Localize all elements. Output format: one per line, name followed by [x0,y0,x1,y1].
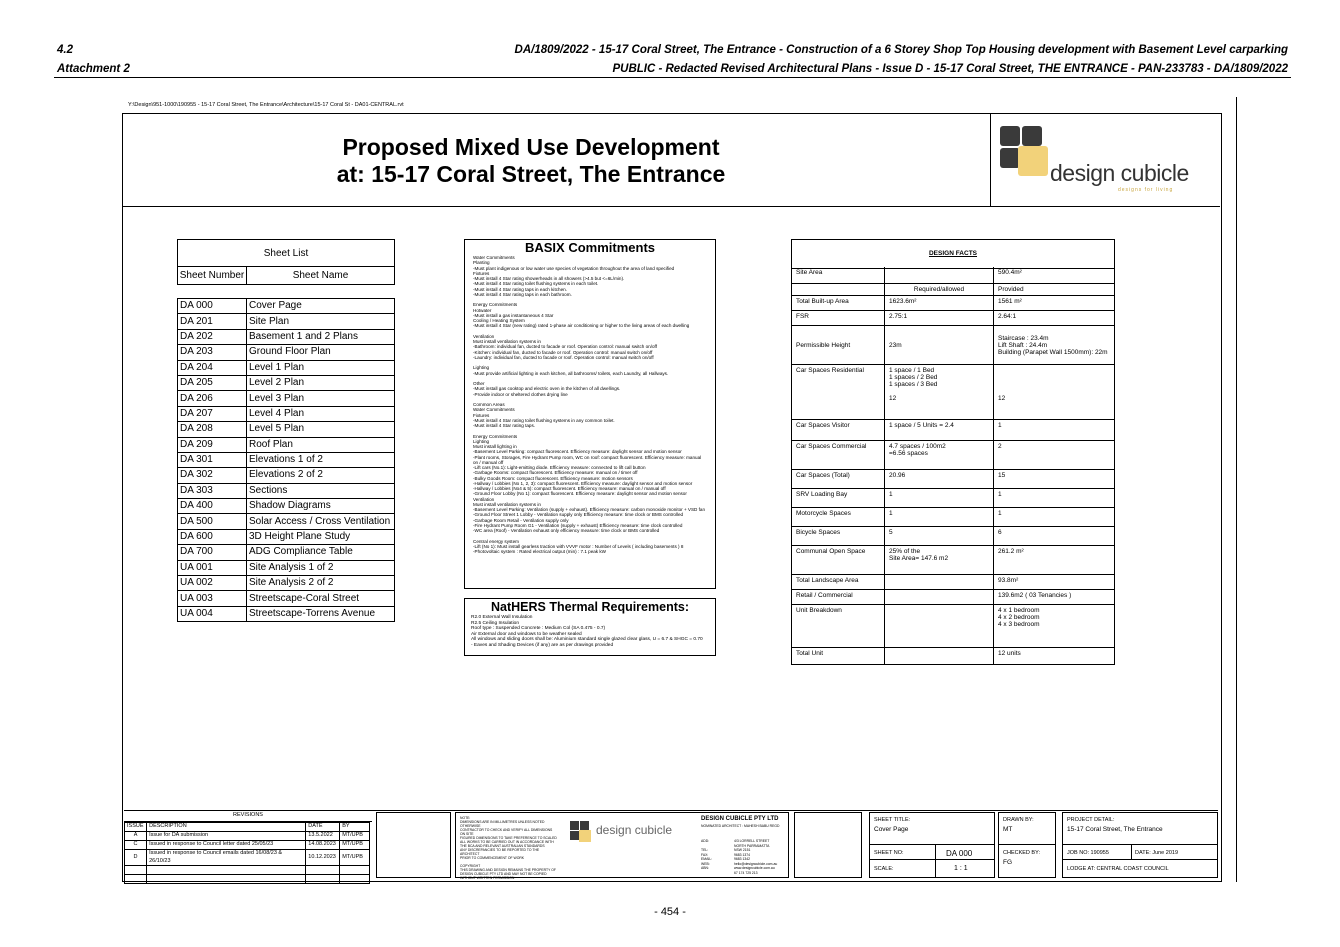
design-facts-row [792,605,1115,648]
drawn-checked-block [998,812,1056,878]
design-facts-row [792,326,1115,365]
small-logo-accent [579,830,591,842]
lodge-at: LODGE AT: CENTRAL COAST COUNCIL [1067,866,1169,872]
design-facts-prov-cell: Staircase : 23.4m Lift Shaft : 24.4m Building (Parapet Wall 1500mm): 22m [994,326,1115,365]
revision-row [125,841,370,850]
design-facts-label-cell: Communal Open Space [792,546,885,575]
logo-divider [990,113,991,206]
revision-cell [125,866,147,875]
design-facts-label-cell: Car Spaces Residential [792,365,885,420]
design-facts-req-cell: 1 space / 1 Bed 1 spaces / 2 Bed 1 spaces / 3 Bed 12 [885,365,994,420]
revision-cell [125,875,147,884]
design-facts-subheader [792,284,1115,296]
sheet-list-row [178,529,395,544]
design-facts-prov-cell: 2.64:1 [994,311,1115,326]
sheet-name-cell: Level 4 Plan [247,406,395,421]
basix-body: Water Commitments Planting -Must plant indigenous or low water use species of vegetation throughout the area of land specified Fixtures -Must install 4 Star rating showerheads in all showers (>4.5 but <=6L/min). -Must install 4 Star rating toilet flushing systems in each toilet. -Must install 4 Star rating taps in each kitchen. -Must install 4 Star rating taps in each bathroom. Energy Commitments Hotwater -Must install a gas instantaneous 4 Star Cooling / Heating System -Must install 4 Star (new rating) rated 1-phase air conditioning or higher to the living areas of each dwelling Ventilation Must install ventilation systems in -Bathroom: individual fan, ducted to facade or roof. Operation control: manual switch on/off -Kitchen: individual fan, ducted to facade or roof. Operation control: manual switch on/off -Laundry: individual fan, ducted to facade or roof. Operation control: manual switch on/off Lighting -Must provide artificial lighting in each kitchen, all bathrooms/ toilets, each Laundry, all Hallways. Other -Must install gas cooktop and electric oven in the kitchen of all dwellings. -Provide indoor or sheltered clothes drying line Common Areas Water Commitments Fixtures -Must install 4 Star rating toilet flushing systems in any common toilet. -Must install 4 Star rating taps. Energy Commitments Lighting Must install lighting in -Basement Level Parking: compact fluorescent. Efficiency measure: daylight sensor and motion sensor -Plant rooms, Storages, Fire Hydrant Pump room, WC on roof: compact fluorescent. Efficiency measure: manual on / manual off -Lift cars (No.1): Light-emitting diode. Efficiency measure: connected to lift call button -Garbage Rooms: compact fluorescent. Efficiency measure: manual on / timer off -Bulky Goods Room: compact fluorescent. Efficiency measure: motion sensors -Hallway / Lobbies (No 1, 2, 3): compact fluorescent. Efficiency measure: daylight sensor and motion sensor -Hallway / Lobbies (No4 & 5): compact fluorescent. Efficiency measure: manual on / manual off -Ground Floor Lobby (No 1): compact fluorescent. Efficiency measure: daylight sensor and motion sensor Ventilation Must install ventilation systems in -Basement Level Parking: Ventilation (supply + exhaust). Efficiency measure: carbon monoxide monitor + VSD fan -Ground Floor Street 1 Lobby - Ventilation supply only Efficiency measure: time clock or BMS controlled -Garbage Room Retail - Ventilation supply only -Fire Hydrant Pump Room G1 - Ventilation (supply + exhaust) Efficiency measure: time clock controlled -WC area (Roof) - Ventilation exhaust only efficiency measure: time clock or BMS controlled Central energy system -Lift (No 1): Must install gearless traction with VVVF motor : Number of Levels ( including basements ) 8 -Photovoltaic system : Rated electrical output (min) : 7.1 peak kW [473,255,706,554]
revision-cell: 10.12.2023 [306,850,340,866]
logo-square-1 [1000,126,1020,146]
design-facts-label-cell: Total Built-up Area [792,296,885,311]
title-line1: Proposed Mixed Use Development [342,134,720,160]
sheet-list-row [178,514,395,529]
design-facts-row [792,267,1115,284]
sheet-list-row [178,545,395,560]
design-facts-subhead-cell: Required/allowed [885,284,994,296]
design-facts-prov-cell: 1561 m² [994,296,1115,311]
logo-square-2 [1022,126,1042,146]
company-block [455,812,789,878]
revision-cell [306,875,340,884]
sheet-list-row [178,606,395,621]
nathers-body: R2.0 External Wall Insulation R2.5 Ceiling Insulation Roof type : Suspended Concrete : Medium Col (SA 0.475 - 0.7) Air External door and windows to be weather sealed All windows and sliding doors shall be: Aluminium standard single glazed clear glass, U = 6.7 & SHGC = 0.70 - Eaves and Shading Devices (if any) are as per drawings provided [471,615,703,648]
revision-col-header: BY [340,823,370,832]
design-facts-row [792,296,1115,311]
design-facts-req-cell: 23m [885,326,994,365]
sheet-name-cell: Streetscape-Coral Street [247,591,395,606]
project-vrule [1131,844,1132,859]
checked-by-value: FG [1003,859,1013,866]
drawn-by-value: MT [1003,826,1013,833]
revision-col-header: DESCRIPTION [147,823,306,832]
sheet-list-row [178,422,395,437]
disclaimer-text: NOTE: DIMENSIONS ARE IN MILLIMETRES UNLESS NOTED OTHERWISE CONTRACTOR TO CHECK AND VERIFY ALL DIMENSIONS ON SITE FIGURED DIMENSIONS TO TAKE PREFERENCE TO SCALED ALL WORKS TO BE CARRIED OUT IN ACCORDANCE WITH THE BCA AND RELEVANT AUSTRALIAN STANDARDS ANY DISCREPANCIES TO BE REPORTED TO THE ARCHITECT PRIOR TO COMMENCEMENT OF WORK COPYRIGHT THIS DRAWING AND DESIGN REMAINS THE PROPERTY OF DESIGN CUBICLE PTY LTD AND MAY NOT BE COPIED WITHOUT WRITTEN PERMISSION [460,816,557,880]
design-facts-label-cell: Site Area [792,267,885,284]
design-facts-title: DESIGN FACTS [791,239,1115,269]
revision-cell: 13.5.2022 [306,832,340,841]
address-labels: ADD: TEL: FAX: EMAIL: WEB: ABN: [701,839,713,870]
sheet-name-cell: Streetscape-Torrens Avenue [247,606,395,621]
sheet-list-title: Sheet List [177,239,395,267]
design-facts-row [792,527,1115,546]
project-rule2 [1063,859,1217,860]
company-architect: NOMINATED ARCHITECT : MAHESH BABU REGD [701,824,780,828]
sheet-name-cell: Solar Access / Cross Ventilation [247,514,395,529]
header-rule [54,77,1291,78]
title-block-top-rule [124,810,1218,811]
sheet-list-header [177,266,395,285]
design-facts-prov-cell: 2 [994,441,1115,470]
sheet-number-cell: DA 205 [178,375,247,390]
file-path: Y:\Design\951-1000\190955 - 15-17 Coral Street, The Entrance\Architecture\15-17 Coral St - DA01-CENTRAL.rvt [128,102,404,108]
sheet-info-block [869,812,995,878]
design-facts-prov-cell: 261.2 m² [994,546,1115,575]
sheet-number-cell: DA 207 [178,406,247,421]
sheet-name-cell: ADG Compliance Table [247,545,395,560]
revision-row [125,850,370,866]
design-facts-label-cell: Total Unit [792,648,885,665]
sheet-name-cell: 3D Height Plane Study [247,529,395,544]
design-facts-label-cell: Unit Breakdown [792,605,885,648]
design-facts-req-cell [885,267,994,284]
design-facts-row [792,470,1115,489]
sheet-name-cell: Level 1 Plan [247,360,395,375]
col-sheet-name: Sheet Name [292,270,349,281]
design-facts-prov-cell: 1 [994,508,1115,527]
design-facts-prov-cell: 15 [994,470,1115,489]
design-facts-table [791,267,1115,665]
page-number: - 454 - [654,906,686,918]
drawn-checked-rule [999,844,1055,845]
design-facts-label-cell: SRV Loading Bay [792,489,885,508]
revisions-table [124,822,370,884]
design-facts-req-cell [885,605,994,648]
sheet-list-table [177,298,395,622]
sheet-number-cell: UA 004 [178,606,247,621]
design-facts-label-cell: Motorcycle Spaces [792,508,885,527]
sheet-list-row [178,560,395,575]
revisions-title: REVISIONS [124,812,372,822]
sheet-list-row [178,437,395,452]
revision-row [125,875,370,884]
sheet-number-cell: DA 600 [178,529,247,544]
sheet-name-cell: Basement 1 and 2 Plans [247,329,395,344]
design-facts-req-cell: 5 [885,527,994,546]
revision-cell: MT/UPB [340,850,370,866]
sheet-no-value: DA 000 [946,849,973,858]
sheet-no-label: SHEET NO: [874,850,904,856]
design-facts-prov-cell: 12 [994,365,1115,420]
design-facts-prov-cell: 1 [994,489,1115,508]
job-no: JOB NO: 190955 [1067,850,1109,856]
logo-square-3 [1000,148,1020,168]
nathers-title: NatHERS Thermal Requirements: [491,600,689,614]
revision-row [125,866,370,875]
project-block [1062,812,1218,878]
revision-row [125,832,370,841]
design-facts-label-cell: FSR [792,311,885,326]
design-facts-req-cell [885,648,994,665]
project-rule1 [1063,844,1217,845]
design-facts-label-cell: Retail / Commercial [792,590,885,605]
revision-cell: MT/UPB [340,841,370,850]
design-facts-row [792,648,1115,665]
title-line2: at: 15-17 Coral Street, The Entrance [336,161,726,187]
revision-cell: Issued in response to Council letter dated 25/05/23 [147,841,306,850]
design-facts-prov-cell: 93.8m² [994,575,1115,590]
scale-label: SCALE: [874,866,894,872]
sheet-list-row [178,452,395,467]
sheet-number-cell: DA 208 [178,422,247,437]
design-facts-req-cell: 4.7 spaces / 100m2 =6.56 spaces [885,441,994,470]
scale-value: 1 : 1 [954,865,968,872]
design-facts-prov-cell: 1 [994,420,1115,441]
revision-cell [306,866,340,875]
revision-col-header: ISSUE [125,823,147,832]
col-sheet-number: Sheet Number [178,267,247,284]
revision-cell [340,875,370,884]
sheet-number-cell: DA 204 [178,360,247,375]
sheet-name-cell: Ground Floor Plan [247,345,395,360]
project-date: DATE: June 2019 [1135,850,1179,856]
sheet-list-row [178,345,395,360]
sheet-info-rule2 [870,859,994,860]
small-logo-sq3 [570,831,579,840]
design-facts-row [792,365,1115,420]
sheet-list-row [178,329,395,344]
revision-cell: Issued in response to Council emails dated 16/08/23 & 26/10/23 [147,850,306,866]
sheet-title-value: Cover Page [874,826,909,833]
logo-wordmark: design cubicle [1050,160,1189,186]
design-facts-row [792,441,1115,470]
design-facts-row [792,489,1115,508]
right-margin-line [1236,97,1237,882]
address-values: 4/3 LORRELL STREET NORTH PARRAMATTA NSW 2151 9683 1374 9683 1342 hello@designcubicle.com.au www.designcubicle.com.au 67 174 725 213 [734,839,778,875]
sheet-number-cell: DA 203 [178,345,247,360]
sheet-list-row [178,391,395,406]
revision-cell: Issue for DA submission [147,832,306,841]
sheet-number-cell: DA 209 [178,437,247,452]
sheet-number-cell: DA 301 [178,452,247,467]
design-facts-label-cell: Car Spaces Visitor [792,420,885,441]
small-logo-wordmark: design cubicle [596,823,673,837]
sheet-list-row [178,499,395,514]
design-facts-req-cell: 1 [885,508,994,527]
project-value: 15-17 Coral Street, The Entrance [1067,826,1163,833]
header-title-line2: PUBLIC - Redacted Revised Architectural Plans - Issue D - 15-17 Coral Street, THE ENTRANCE - PAN-233783 - DA/1809/2022 [612,63,1288,75]
design-facts-label-cell: Car Spaces (Total) [792,470,885,489]
sheet-list-row [178,576,395,591]
sheet-number-cell: DA 206 [178,391,247,406]
sheet-name-cell: Sections [247,483,395,498]
design-facts-row [792,311,1115,326]
design-facts-req-cell: 25% of the Site Area= 147.6 m2 [885,546,994,575]
sheet-number-cell: DA 000 [178,299,247,314]
page-title [300,134,762,188]
design-facts-req-cell: 1 [885,489,994,508]
sheet-name-cell: Elevations 1 of 2 [247,452,395,467]
revision-cell: 14.08.2023 [306,841,340,850]
sheet-number-cell: DA 201 [178,314,247,329]
revisions-block [124,812,372,884]
design-facts-label-cell: Total Landscape Area [792,575,885,590]
design-facts-prov-cell: 12 units [994,648,1115,665]
sheet-name-cell: Level 5 Plan [247,422,395,437]
revision-cell [147,866,306,875]
logo-square-accent [1018,146,1048,176]
sheet-name-cell: Site Plan [247,314,395,329]
revision-cell: D [125,850,147,866]
design-facts-label-cell: Bicycle Spaces [792,527,885,546]
sheet-list-row [178,406,395,421]
sheet-number-cell: DA 302 [178,468,247,483]
sheet-number-cell: DA 400 [178,499,247,514]
revision-cell: MT/UPB [340,832,370,841]
sheet-name-cell: Level 3 Plan [247,391,395,406]
sheet-number-cell: DA 700 [178,545,247,560]
sheet-name-cell: Site Analysis 1 of 2 [247,560,395,575]
revision-cell: C [125,841,147,850]
basix-box [464,239,716,589]
revision-cell: A [125,832,147,841]
nathers-box [464,598,716,656]
design-facts-subhead-cell [792,284,885,296]
design-facts-row [792,546,1115,575]
sheet-list-row [178,591,395,606]
design-facts-req-cell: 1623.6m² [885,296,994,311]
small-logo-sq2 [580,821,589,830]
blank-stamp-box [376,812,451,878]
design-facts-prov-cell: 4 x 1 bedroom 4 x 2 bedroom 4 x 3 bedroom [994,605,1115,648]
sheet-info-rule1 [870,844,994,845]
sheet-number-cell: DA 303 [178,483,247,498]
design-facts-label-cell: Car Spaces Commercial [792,441,885,470]
title-divider [122,206,1220,207]
sheet-number-cell: DA 500 [178,514,247,529]
sheet-title-label: SHEET TITLE: [874,817,911,823]
revision-cell [147,875,306,884]
revision-cell [340,866,370,875]
sheet-name-cell: Level 2 Plan [247,375,395,390]
sheet-number-cell: DA 202 [178,329,247,344]
revision-col-header: DATE [306,823,340,832]
attachment-label: Attachment 2 [57,63,130,75]
sheet-name-cell: Roof Plan [247,437,395,452]
design-facts-row [792,590,1115,605]
design-facts-label-cell: Permissible Height [792,326,885,365]
small-logo-sq1 [570,821,579,830]
sheet-name-cell: Shadow Diagrams [247,499,395,514]
sheet-name-cell: Cover Page [247,299,395,314]
design-facts-subhead-cell: Provided [994,284,1115,296]
design-facts-prov-cell: 6 [994,527,1115,546]
design-facts-prov-cell: 590.4m² [994,267,1115,284]
sheet-number-cell: UA 002 [178,576,247,591]
sheet-list-row [178,375,395,390]
sheet-name-cell: Elevations 2 of 2 [247,468,395,483]
company-name: DESIGN CUBICLE PTY LTD [701,816,779,822]
sheet-info-vrule [935,844,936,877]
design-facts-row [792,420,1115,441]
company-logo [998,124,1213,199]
design-facts-req-cell: 2.75:1 [885,311,994,326]
design-facts-row [792,575,1115,590]
sheet-name-cell: Site Analysis 2 of 2 [247,576,395,591]
design-facts-prov-cell: 139.6m2 ( 03 Tenancies ) [994,590,1115,605]
design-facts-req-cell [885,575,994,590]
basix-title: BASIX Commitments [524,240,656,255]
item-number: 4.2 [57,44,73,56]
design-facts-req-cell: 1 space / 5 Units = 2.4 [885,420,994,441]
design-facts-req-cell [885,590,994,605]
blank-box-2 [794,812,862,878]
sheet-list-row [178,299,395,314]
project-label: PROJECT DETAIL: [1067,817,1115,823]
logo-tagline: designs for living [1118,187,1174,193]
design-facts-req-cell: 20.96 [885,470,994,489]
sheet-list-row [178,360,395,375]
sheet-list-row [178,483,395,498]
sheet-list-row [178,468,395,483]
sheet-number-cell: UA 001 [178,560,247,575]
sheet-number-cell: UA 003 [178,591,247,606]
sheet-list-row [178,314,395,329]
design-facts-row [792,508,1115,527]
checked-by-label: CHECKED BY: [1003,850,1040,856]
small-logo [570,821,590,841]
header-title-line1: DA/1809/2022 - 15-17 Coral Street, The Entrance - Construction of a 6 Storey Shop Top Housing development with Basement Level carparking [514,44,1288,56]
drawn-by-label: DRAWN BY: [1003,817,1034,823]
